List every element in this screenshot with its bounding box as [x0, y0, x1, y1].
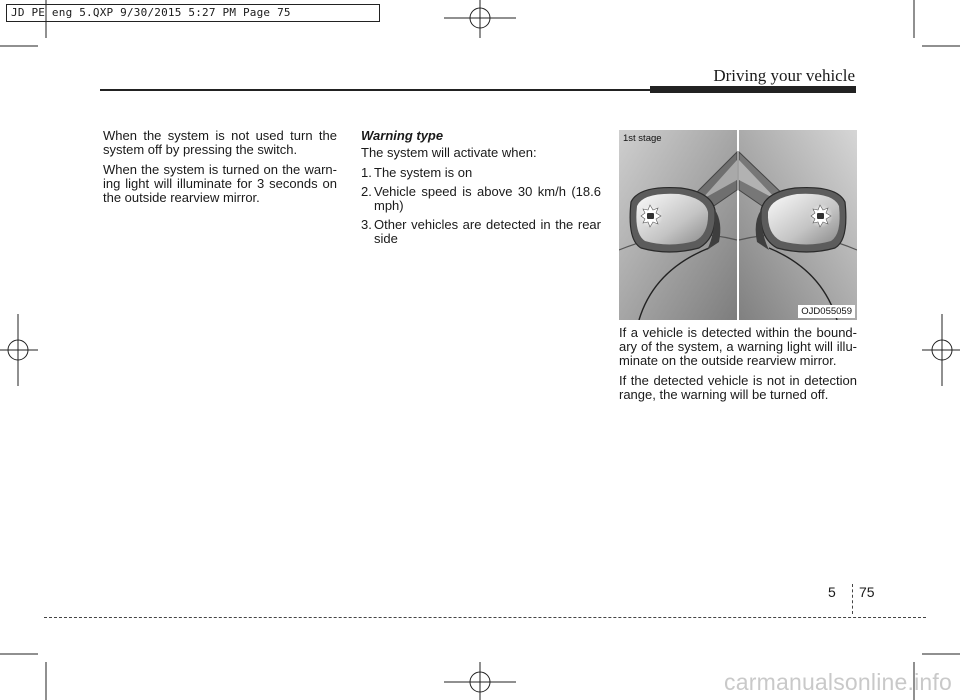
subheading-warning-type: Warning type [361, 128, 444, 143]
chapter-number: 5 [828, 584, 836, 600]
registration-mark-top [444, 0, 516, 38]
registration-mark-bottom [444, 662, 516, 700]
column-1 [103, 129, 337, 211]
list-item-number: 2. [361, 184, 372, 199]
list-item [361, 166, 601, 180]
figure-stage-label: 1st stage [623, 133, 662, 144]
header-rule [100, 89, 650, 91]
paragraph: When the system is turned on the warn-ing light will illuminate for 3 seconds on the outside rearview mirror. [103, 162, 337, 205]
mirror-warning-figure [619, 130, 857, 320]
figure-code: OJD055059 [798, 305, 855, 318]
paragraph: If the detected vehicle is not in detection range, the warning will be turned off. [619, 373, 857, 402]
column-2 [361, 129, 601, 251]
footer-rule [44, 617, 926, 618]
list-item [361, 185, 601, 213]
header-rule-thick [650, 86, 856, 93]
column-3 [619, 326, 857, 408]
left-warning-light-icon [639, 204, 663, 228]
paragraph: If a vehicle is detected within the bound-ary of the system, a warning light will illu-minate on the outside rearview mirror. [619, 325, 857, 368]
list-item-text: Vehicle speed is above 30 km/h (18.6 mph) [374, 184, 601, 213]
page-number-separator [852, 584, 853, 614]
mirror-illustration [619, 130, 857, 320]
registration-mark-left [0, 314, 38, 386]
list-item-text: Other vehicles are detected in the rear side [374, 217, 601, 246]
registration-mark-right [922, 314, 960, 386]
activation-conditions-list [361, 166, 601, 246]
paragraph: When the system is not used turn the system off by pressing the switch. [103, 128, 337, 157]
print-slug: JD PE eng 5.QXP 9/30/2015 5:27 PM Page 75 [6, 4, 380, 22]
list-intro: The system will activate when: [361, 145, 537, 160]
right-warning-light-icon [809, 204, 833, 228]
list-item-text: The system is on [374, 165, 473, 180]
list-item-number: 1. [361, 165, 372, 180]
list-item-number: 3. [361, 217, 372, 232]
watermark: carmanualsonline.info [724, 669, 952, 695]
list-item [361, 218, 601, 246]
section-title: Driving your vehicle [713, 66, 855, 85]
page-number: 75 [859, 584, 875, 600]
